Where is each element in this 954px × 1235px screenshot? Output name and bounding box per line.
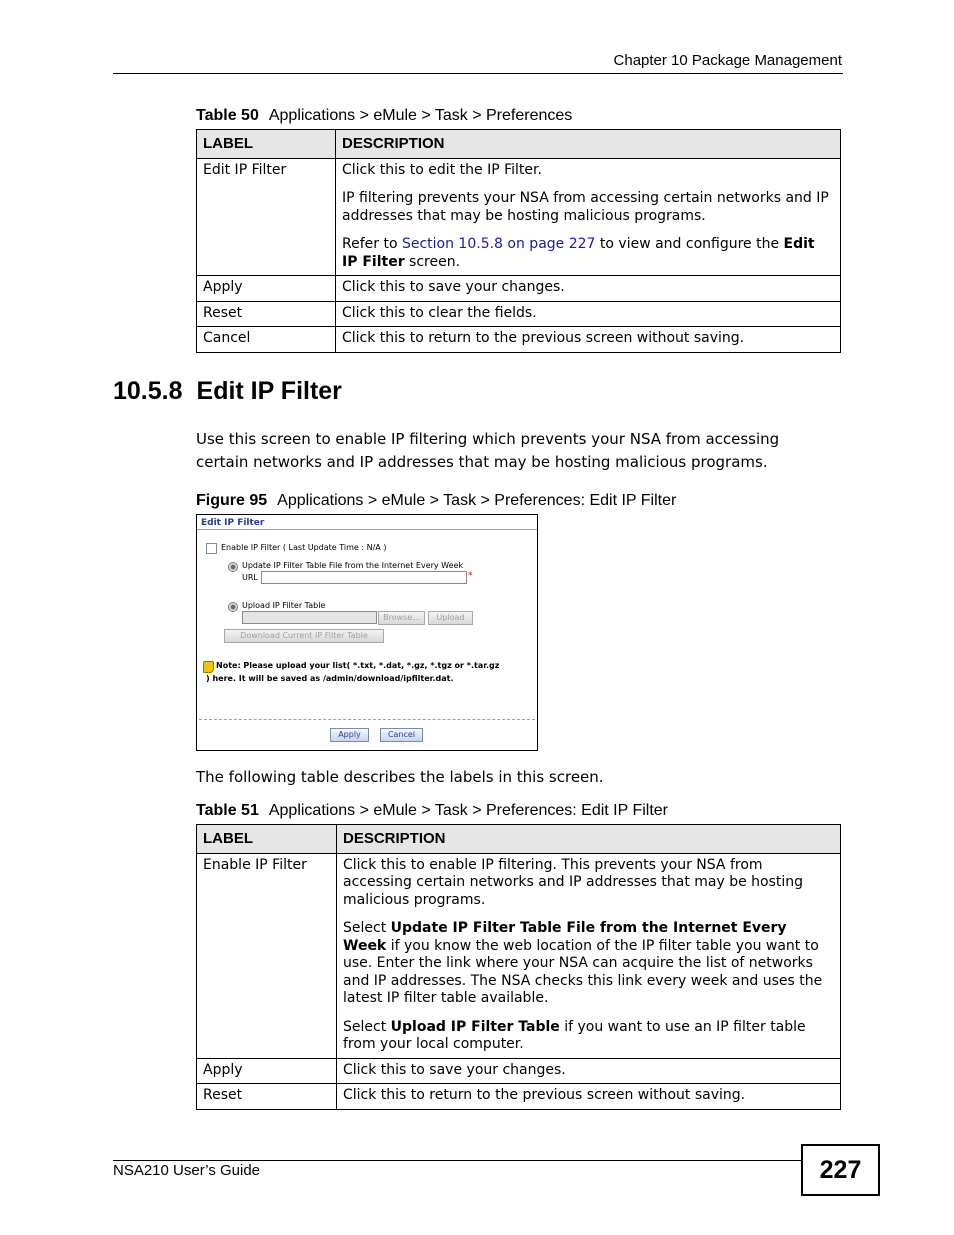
note-line-1: Note: Please upload your list( *.txt, *.dat, *.gz, *.tgz or *.tar.gz <box>216 661 500 670</box>
upload-table-radio[interactable] <box>228 602 238 612</box>
row-label: Reset <box>197 1084 337 1110</box>
column-header-label: LABEL <box>197 825 337 854</box>
description-paragraph <box>342 236 834 271</box>
text-run: to view and configure the <box>595 236 784 252</box>
text-run: screen. <box>404 253 461 270</box>
column-header-description: DESCRIPTION <box>336 130 841 159</box>
bold-term: Update IP Filter Table File from the Internet Every Week <box>343 920 787 954</box>
table-row <box>197 276 841 302</box>
table-row <box>197 1058 841 1084</box>
enable-ip-filter-checkbox[interactable] <box>206 543 217 554</box>
description-paragraph: Click this to enable IP filtering. This prevents your NSA from accessing certain networks and IP addresses that may be hosting malicious programs. <box>343 856 804 908</box>
table-header-row <box>197 130 841 159</box>
row-description: Click this to save your changes. <box>337 1058 841 1084</box>
row-label: Edit IP Filter <box>197 158 336 276</box>
page-number: 227 <box>801 1144 880 1196</box>
row-description: Click this to return to the previous screen without saving. <box>337 1084 841 1110</box>
row-label: Enable IP Filter <box>197 853 337 1058</box>
bold-term: Upload IP Filter Table <box>390 1018 560 1035</box>
download-filter-table-button[interactable]: Download Current IP Filter Table <box>224 629 384 643</box>
description-paragraph: Click this to edit the IP Filter. <box>342 161 542 178</box>
upload-file-input[interactable] <box>242 611 377 624</box>
figure95-caption-text: Applications > eMule > Task > Preferences: Edit IP Filter <box>277 492 677 509</box>
section-link[interactable]: Section 10.5.8 on page 227 <box>401 236 596 252</box>
url-label: URL <box>242 573 258 582</box>
row-description <box>337 853 841 1058</box>
table-row <box>197 853 841 1058</box>
table-row <box>197 301 841 327</box>
table-row <box>197 1084 841 1110</box>
text-run: if you know the web location of the IP filter table you want to use. Enter the link where your NSA can acquire the list of networks and IP addresses. The NSA checks this link every week and uses the latest IP filter table available. <box>343 937 823 1006</box>
row-description: Click this to return to the previous screen without saving. <box>336 327 841 353</box>
note-line-2: ) here. It will be saved as /admin/download/ipfilter.dat. <box>206 674 454 683</box>
description-paragraph: IP filtering prevents your NSA from accessing certain networks and IP addresses that may be hosting malicious programs. <box>342 190 829 224</box>
column-header-label: LABEL <box>197 130 336 159</box>
table-row <box>197 327 841 353</box>
upload-button[interactable]: Upload <box>428 611 473 625</box>
title-underline <box>197 529 537 530</box>
update-from-internet-label: Update IP Filter Table File from the Internet Every Week <box>242 561 464 570</box>
bold-term: Edit IP Filter <box>342 236 815 270</box>
section-title: Edit IP Filter <box>196 377 342 405</box>
table50-caption <box>196 107 572 125</box>
edit-ip-filter-screenshot <box>196 514 538 751</box>
row-description: Click this to clear the fields. <box>336 301 841 327</box>
browse-button[interactable]: Browse... <box>378 611 425 625</box>
intro-paragraph: Use this screen to enable IP filtering which prevents your NSA from accessing certain networks and IP addresses that may be hosting malicious programs. <box>196 430 780 471</box>
apply-button[interactable]: Apply <box>330 728 369 742</box>
update-from-internet-radio[interactable] <box>228 562 238 572</box>
table51-caption <box>196 802 668 820</box>
note-icon <box>203 661 214 673</box>
text-run: Select <box>343 920 391 936</box>
footer-rule <box>113 1160 801 1161</box>
section-number: 10.5.8 <box>113 377 183 405</box>
footer-guide-title: NSA210 User’s Guide <box>113 1162 261 1179</box>
text-run: Select <box>343 1018 391 1035</box>
header-rule <box>113 73 843 74</box>
upload-table-label: Upload IP Filter Table <box>242 601 326 610</box>
column-header-description: DESCRIPTION <box>337 825 841 854</box>
text-run: Refer to <box>342 236 402 252</box>
table51-caption-number: Table 51 <box>196 802 259 819</box>
screen-title: Edit IP Filter <box>201 518 265 528</box>
running-header: Chapter 10 Package Management <box>613 52 842 69</box>
row-description: Click this to save your changes. <box>336 276 841 302</box>
table51-caption-text: Applications > eMule > Task > Preferences: Edit IP Filter <box>268 802 669 819</box>
row-label: Cancel <box>197 327 336 353</box>
url-input[interactable] <box>261 571 467 584</box>
row-description <box>336 158 841 276</box>
following-text: The following table describes the labels in this screen. <box>196 768 604 786</box>
description-paragraph <box>343 1019 834 1054</box>
table50 <box>196 129 841 353</box>
table50-caption-number: Table 50 <box>196 107 259 124</box>
table-row <box>197 158 841 276</box>
figure95-caption-number: Figure 95 <box>196 492 268 509</box>
row-label: Apply <box>197 1058 337 1084</box>
cancel-button[interactable]: Cancel <box>380 728 423 742</box>
row-label: Apply <box>197 276 336 302</box>
table-header-row <box>197 825 841 854</box>
description-paragraph <box>343 920 834 1008</box>
required-mark: * <box>468 571 473 581</box>
section-heading <box>113 377 356 406</box>
table51 <box>196 824 841 1110</box>
text-run: if you want to use an IP filter table from your local computer. <box>343 1018 806 1052</box>
row-label: Reset <box>197 301 336 327</box>
enable-ip-filter-label: Enable IP Filter ( Last Update Time : N/A ) <box>221 543 387 552</box>
table50-caption-text: Applications > eMule > Task > Preferences <box>268 107 573 124</box>
button-separator <box>199 719 535 720</box>
figure95-caption <box>196 492 676 510</box>
